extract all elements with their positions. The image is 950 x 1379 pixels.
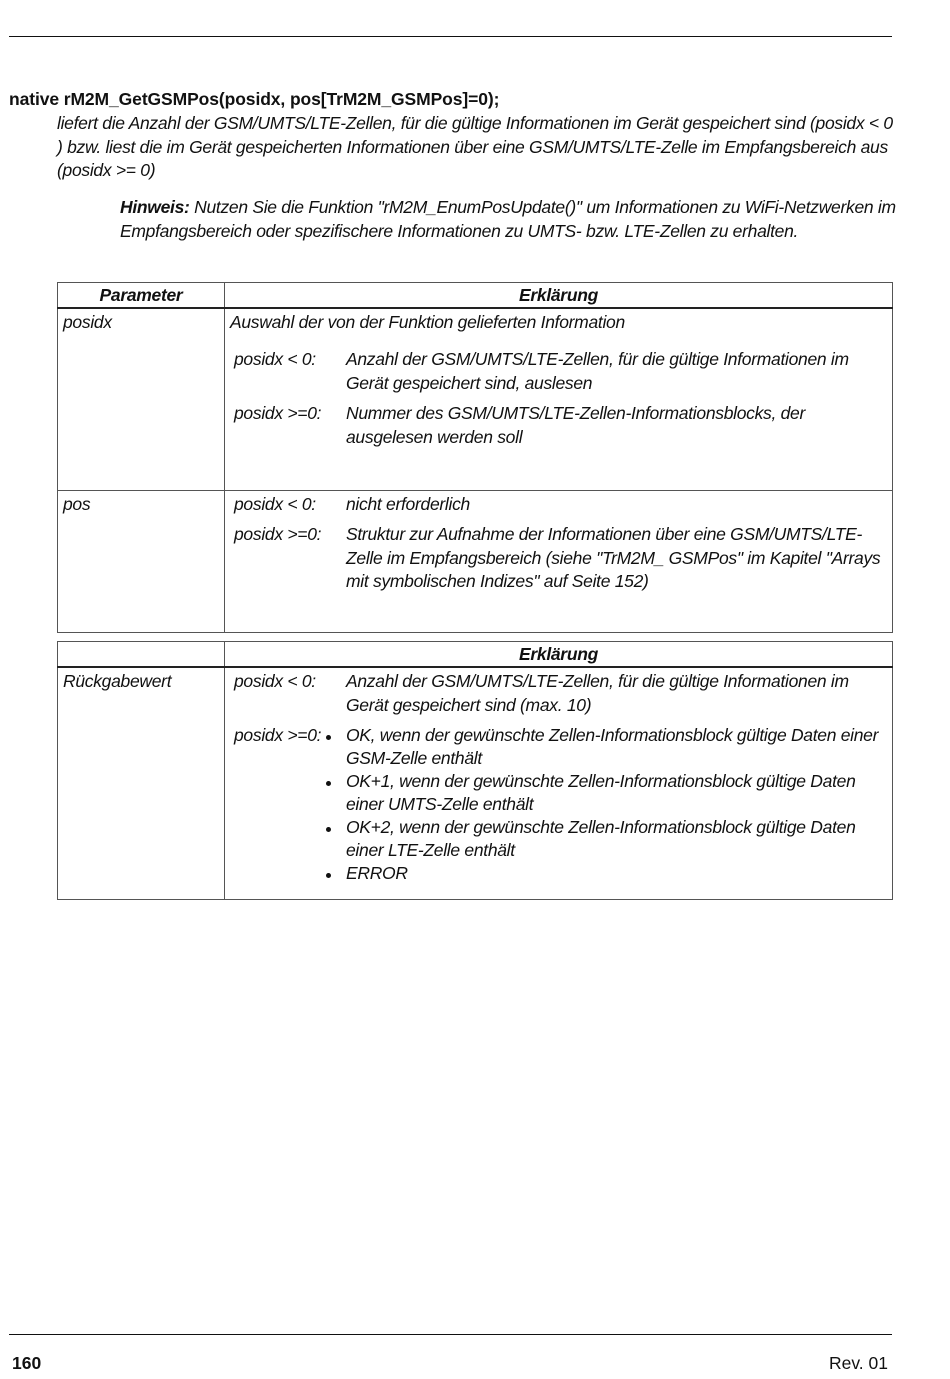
parameter-table [57,282,893,633]
bullet-item: OK+2, wenn der gewünschte Zellen-Informationsblock gültige Daten einer LTE-Zelle enthält [294,816,887,862]
header-explanation: Erklärung [225,642,893,668]
condition-key: posidx >=0: [234,403,322,423]
list-item [225,523,892,594]
function-signature: native rM2M_GetGSMPos(posidx, pos[TrM2M_GSMPos]=0); [9,89,500,109]
list-item [225,493,892,517]
bullet-item: ERROR [294,862,887,885]
condition-key: posidx < 0: [234,493,316,514]
condition-value: Anzahl der GSM/UMTS/LTE-Zellen, für die gültige Informationen im Gerät gespeichert sind, auslesen [346,349,849,393]
bullet-item: OK, wenn der gewünschte Zellen-Informationsblock gültige Daten einer GSM-Zelle enthält [294,724,887,770]
note-block [120,196,900,243]
param-name-pos: pos [63,493,91,514]
condition-value: nicht erforderlich [346,493,470,514]
param-name-posidx: posidx [63,312,112,332]
parameter-table-header [58,283,893,309]
footer-rule [9,1334,892,1335]
condition-value: Nummer des GSM/UMTS/LTE-Zellen-Informationsblocks, der ausgelesen werden soll [346,403,806,447]
header-parameter: Parameter [58,283,225,309]
return-table-header [58,642,893,668]
list-item [225,402,892,449]
note-label: Hinweis: [120,197,190,217]
condition-key: posidx < 0: [234,671,316,691]
function-description: liefert die Anzahl der GSM/UMTS/LTE-Zellen, für die gültige Informationen im Gerät gespeichert sind (posidx < 0 ) bzw. liest die im Gerät gespeicherten Informationen über eine GSM/UMTS/LTE-Zelle im Empfangsbereich aus (posidx >= 0) [57,113,893,180]
header-rule [9,36,892,37]
table-row [58,667,893,899]
return-bullet-list [294,724,887,885]
list-item [225,724,892,885]
condition-key: posidx < 0: [234,349,316,369]
return-value-label: Rückgabewert [63,671,172,691]
revision-label: Rev. 01 [828,1353,888,1373]
list-item [225,348,892,395]
table-row [58,490,893,632]
note-text: Nutzen Sie die Funktion "rM2M_EnumPosUpdate()" um Informationen zu WiFi-Netzwerken im Empfangsbereich oder spezifischere Informationen zu UMTS- bzw. LTE-Zellen zu erhalten. [120,197,896,241]
bullet-item: OK+1, wenn der gewünschte Zellen-Informationsblock gültige Daten einer UMTS-Zelle enthält [294,770,887,816]
return-table [57,641,893,900]
header-explanation: Erklärung [225,283,893,309]
param-posidx-lead: Auswahl der von der Funktion gelieferten Information [230,312,625,332]
condition-key: posidx >=0: [234,725,322,745]
condition-value: Anzahl der GSM/UMTS/LTE-Zellen, für die gültige Informationen im Gerät gespeichert sind (max. 10) [346,671,849,715]
page-number: 160 [12,1353,42,1373]
condition-value: Struktur zur Aufnahme der Informationen über eine GSM/UMTS/LTE-Zelle im Empfangsbereich (siehe "TrM2M_ GSMPos" im Kapitel "Arrays mit symbolischen Indizes" auf Seite 152) [346,524,881,591]
header-empty [58,642,225,668]
list-item [225,670,892,717]
table-row [58,308,893,490]
condition-key: posidx >=0: [234,524,322,544]
